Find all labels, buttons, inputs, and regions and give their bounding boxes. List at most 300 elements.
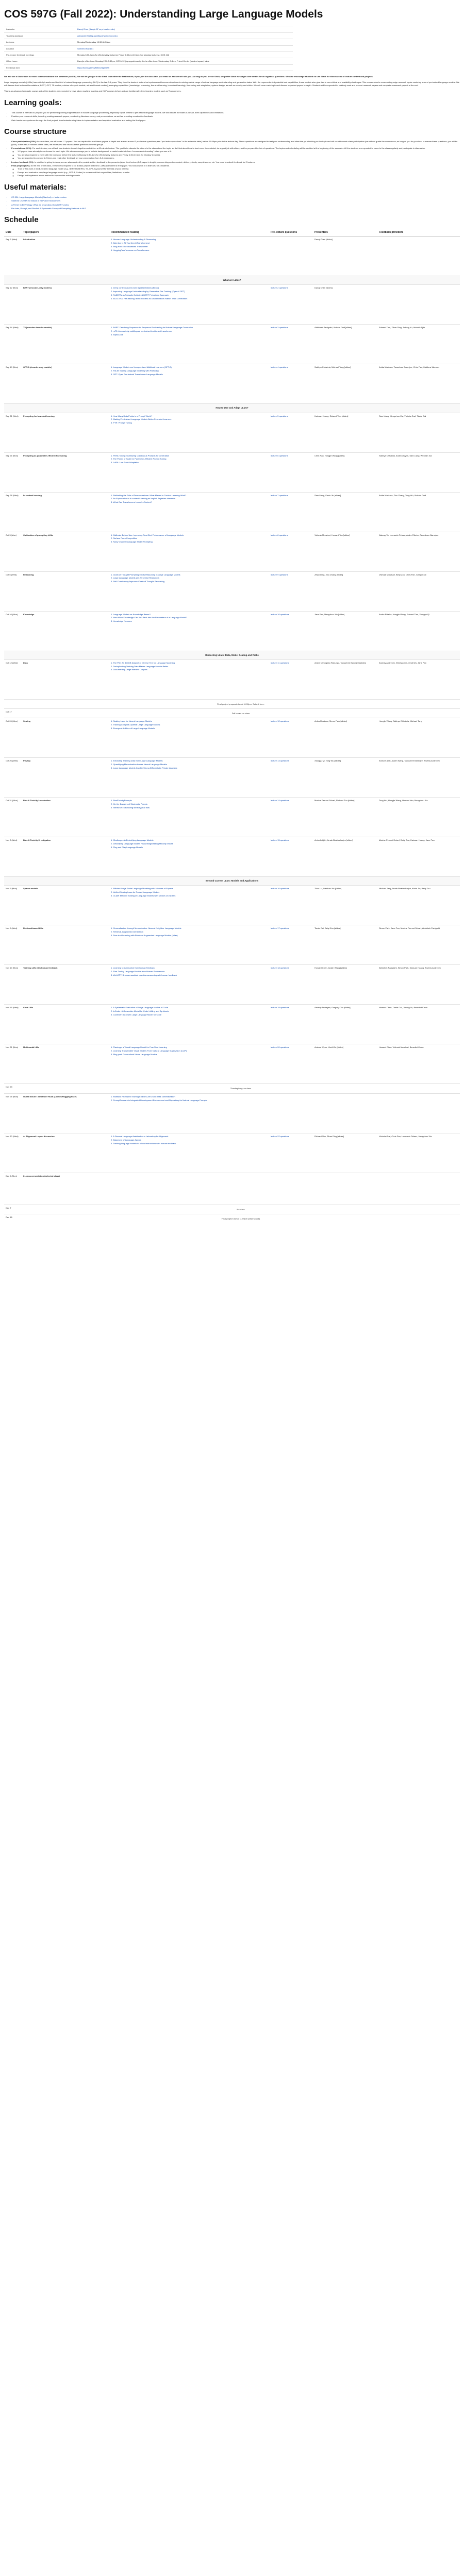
readings-cell <box>109 236 269 276</box>
topic-cell: Code LMs <box>22 1005 109 1044</box>
info-row <box>4 32 293 39</box>
sub-item: ◦ 1-2 papers have already been chosen for each topic. We also encourage you to include background, or useful materials from "recommended reading" when you see a fit. <box>18 150 460 152</box>
learning-goals-list <box>4 111 460 122</box>
feedback-cell: Edward Tian, Zihan Ding, Jiatong Yu, Anirudh Ajith <box>377 325 460 364</box>
readings-cell <box>109 413 269 452</box>
list-item: • This course is intended to prepare you for performing cutting-edge research in natural language processing, especially topics related to pre-trained language models. We will discuss the state-of-the-art, their capabilities and limitations. <box>11 111 460 114</box>
topic-cell: T5 (encoder-decoder models) <box>22 325 109 364</box>
reading-link[interactable]: 3. Training language models to follow instructions with human feedback <box>111 1142 176 1145</box>
feedback-cell: Simon Park, Jane Pan, Maxine Perroni-Scharf, Abhishek Panigrahi <box>377 925 460 965</box>
note-date: Dec 16 <box>4 1214 22 1224</box>
questions-link[interactable] <box>269 236 313 276</box>
reading-link[interactable]: 3. Plug and Play Language Models <box>111 846 143 849</box>
readings-cell <box>109 492 269 532</box>
readings-cell <box>109 364 269 404</box>
reading-link[interactable]: 2. An Explanation of In-context Learning as Implicit Bayesian Inference <box>111 497 176 500</box>
structure-label: Class participation (25%): <box>11 140 37 143</box>
topic-cell: Guest lecture: Alexander Rush (Cornell/Hugging Face) <box>22 1093 109 1133</box>
date-cell: Sep 26 (Mon) <box>4 452 22 492</box>
list-item <box>11 147 460 160</box>
topic-cell: AI Alignment + open discussion <box>22 1133 109 1173</box>
reading-link[interactable]: 2. Making Pre-trained Language Models Better Few-shot Learners <box>111 418 172 421</box>
table-row <box>4 1005 460 1044</box>
presenters-cell: Sam Liang, Kexin Jin [slides] <box>313 492 377 532</box>
topic-cell: Training LMs with human feedback <box>22 965 109 1005</box>
info-row <box>4 52 293 58</box>
questions-link[interactable]: lecture 13 questions <box>269 758 313 798</box>
info-value: Danqi's office hour: Monday 2:30-3:30pm, COS 412 (by appointment); Alex's office hour: Wednesday 3-4pm, Friend Center (student space) table <box>75 58 293 64</box>
note-text: No class <box>22 1205 460 1214</box>
presenters-cell: Sabhya Chhabria, Michael Tang [slides] <box>313 364 377 404</box>
sub-item: ◦ Design and implement a new method to improve the existing models. <box>18 174 460 177</box>
reading-link[interactable]: 1. Flamingo: a Visual Language Model for Few-Shot Learning <box>111 1046 167 1049</box>
presenters-cell: Richard Zhu, Zihan Ding [slides] <box>313 1133 377 1173</box>
readings-cell <box>109 532 269 571</box>
presenters-cell: Anirudh Ajith, Arnab Bhattacharjee [slides] <box>313 837 377 877</box>
table-row <box>4 1173 460 1205</box>
feedback-cell <box>377 285 460 325</box>
feedback-cell: Anika Maskara, Tanushree Banerjee, Chris Pan, Matthew Wiesner <box>377 364 460 404</box>
info-row <box>4 39 293 45</box>
reading-link[interactable]: 3. StereoSet: Measuring stereotypical bias <box>111 806 150 809</box>
feedback-cell <box>377 236 460 276</box>
sub-item: ◦ You are expected to present 1-2 times and read other feedback on your presentation from 3-4 classmates. <box>18 157 460 159</box>
readings-cell <box>109 1133 269 1173</box>
reading-link[interactable]: 2. Attention Is All You Need (Transformers) <box>111 242 150 245</box>
presenters-cell: Zhou Lu, Wenhan Xia [slides] <box>313 886 377 925</box>
sub-list <box>11 150 460 159</box>
reading-link[interactable]: 2. Quantifying Memorization Across Neural Language Models <box>111 763 167 766</box>
material-link[interactable]: • Stanford CS224N for basics of NLP and Transformers <box>11 199 460 202</box>
readings-cell <box>109 325 269 364</box>
reading-link[interactable]: 3. AlphaCode <box>111 333 124 336</box>
info-key: Location <box>4 45 75 52</box>
note-row <box>4 1214 460 1224</box>
column-header: Date <box>4 229 22 236</box>
presenters-cell: Zihan Ding, Zixu Zhang [slides] <box>313 571 377 611</box>
reading-link[interactable]: 3. Self-Consistency Improves Chain of Thought Reasoning <box>111 580 164 583</box>
useful-materials-heading: Useful materials: <box>4 182 67 192</box>
questions-link[interactable]: lecture 22 questions <box>269 1133 313 1173</box>
reading-link[interactable]: 2. PromptSource: An Integrated Development Environment and Repository for Natural Language Prompts <box>111 1098 207 1101</box>
date-cell: Nov 9 (Wed) <box>4 925 22 965</box>
readings-cell <box>109 659 269 699</box>
feedback-cell: Howard Chen, Vishvak Murahari, Benedict Kevin <box>377 1044 460 1084</box>
reading-link[interactable]: 3. CodeGen: An Open Large Language Model for Code <box>111 1013 162 1016</box>
column-header: Recommended reading <box>109 229 269 236</box>
reading-link[interactable]: 3. Large Language Models Can Be Strong Differentially Private Learners <box>111 767 177 770</box>
presenters-cell <box>313 1093 377 1133</box>
presenters-cell: Anika Maskara, Simon Park [slides] <box>313 718 377 758</box>
feedback-cell: Andre Ribeiro, Hongjie Wang, Edward Tian, Xiangyu Qi <box>377 611 460 651</box>
reading-link[interactable]: 1. Calibrate Before Use: Improving Few-Shot Performance of Language Models <box>111 533 184 536</box>
feedback-cell: Michael Tang, Arnab Bhattacharjee, Kexin Jin, Beiqi Zou <box>377 886 460 925</box>
note-text: Fall break: no class <box>22 709 460 718</box>
table-row <box>4 532 460 571</box>
date-cell: Sep 7 (Wed) <box>4 236 22 276</box>
feedback-cell: Vishvak Murahari, Beiqi Zou, Chris Pan, Xiangyu Qi <box>377 571 460 611</box>
table-row <box>4 285 460 325</box>
reading-link[interactable]: 3. RoBERTa: A Robustly Optimized BERT Pretraining Approach <box>111 294 169 297</box>
questions-link[interactable]: lecture 20 questions <box>269 1044 313 1084</box>
reading-link[interactable]: 3. PTR: Prompt Tuning <box>111 421 132 425</box>
material-link[interactable]: • A Primer in BERTology: What we know about how BERT works <box>11 204 460 206</box>
date-cell: Sep 21 (Wed) <box>4 413 22 452</box>
date-cell: Nov 2 (Wed) <box>4 837 22 877</box>
topic-cell: Reasoning <box>22 571 109 611</box>
questions-link[interactable]: lecture 19 questions <box>269 1005 313 1044</box>
reading-link[interactable]: 1. The Pile: An 800GB Dataset of Diverse Text for Language Modeling <box>111 661 175 664</box>
info-key: Teaching assistant <box>4 32 75 39</box>
readings-cell <box>109 1093 269 1133</box>
feedback-cell: Arseniy Andreyev, Wenhan Xia, Xindi Wu, Jane Pan <box>377 659 460 699</box>
intro-paragraph: This is an advanced graduate course and all the students are expected to have taken machine learning and NLP courses before and are familiar with deep learning models such as Transformers. <box>4 90 181 93</box>
section-title: How to Use and Adapt LLMs? <box>4 404 460 413</box>
reading-link[interactable]: 2. Detoxifying Language Models Risks Marginalizing Minority Voices <box>111 842 173 845</box>
table-row <box>4 925 460 965</box>
reading-link[interactable]: 2. On the Dangers of Stochastic Parrots <box>111 803 147 806</box>
presenters-cell: Arseniy Andreyev, Gregory Chu [slides] <box>313 1005 377 1044</box>
questions-link[interactable]: lecture 7 questions <box>269 492 313 532</box>
questions-link[interactable]: lecture 10 questions <box>269 611 313 651</box>
presenters-cell: Xiangyu Qi, Tong Wu [slides] <box>313 758 377 798</box>
reading-link[interactable]: 2. Fine-Tuning Language Models from Human Preferences <box>111 970 165 973</box>
reading-link[interactable]: 2. How Much Knowledge Can You Pack Into the Parameters of a Language Model? <box>111 616 187 619</box>
reading-link[interactable]: 1. Human Language Understanding & Reasoning <box>111 238 156 241</box>
sub-item: ◦ Prompt and evaluate a very large language model (e.g., GPT-3, Codex) to understand their capabilities, limitations, or risks. <box>18 171 460 174</box>
course-structure-heading: Course structure <box>4 127 67 137</box>
feedback-cell: Abhishek Panigrahi, Simon Park, Kaixuan Huang, Arseniy Andreyev <box>377 965 460 1005</box>
date-cell: Nov 21 (Mon) <box>4 1044 22 1084</box>
info-row <box>4 45 293 52</box>
column-header: Feedback providers <box>377 229 460 236</box>
info-key: Feedback form <box>4 64 75 71</box>
sub-item: ◦ You are also required to meet with the instructor before the lecture (Monday 3:30-4pm for Wednesday lectures and Friday 4:30-5:15pm for Monday lectures). <box>18 154 460 156</box>
material-link[interactable]: • CS 324: Large Language Models (Stanford) — lecture notes <box>11 196 460 198</box>
reading-link[interactable]: 2. Improving Language Understanding by Generative Pre-Training (OpenAI GPT) <box>111 290 185 293</box>
sub-list <box>11 167 460 177</box>
topic-cell: BERT (encoder-only models) <box>22 285 109 325</box>
questions-link[interactable]: lecture 5 questions <box>269 413 313 452</box>
date-cell: Sep 19 (Mon) <box>4 364 22 404</box>
table-row <box>4 1093 460 1133</box>
questions-link[interactable]: lecture 2 questions <box>269 285 313 325</box>
schedule-header-row <box>4 229 460 236</box>
table-row <box>4 659 460 699</box>
section-title: Beyond Current LLMs: Models and Applications <box>4 877 460 886</box>
reading-link[interactable]: 2. mT5: A massively multilingual pre-trained text-to-text transformer <box>111 330 172 333</box>
note-date <box>4 699 22 708</box>
questions-link[interactable]: lecture 3 questions <box>269 325 313 364</box>
feedback-cell: Maxine Perroni-Scharf, Beiqi Zou, Kaixuan Huang, Jane Pan <box>377 837 460 877</box>
reading-link[interactable]: 3. OPT: Open Pre-trained Transformer Language Models <box>111 373 163 376</box>
note-date: Oct 17 <box>4 709 22 718</box>
reading-link[interactable]: 1. Rethinking the Role of Demonstrations: What Makes In-Context Learning Work? <box>111 494 187 497</box>
column-header: Presenters <box>313 229 377 236</box>
questions-link[interactable]: lecture 17 questions <box>269 925 313 965</box>
reading-link[interactable]: 1. Learning to summarize from human feedback <box>111 967 155 970</box>
topic-cell: Prompting for few-shot learning <box>22 413 109 452</box>
info-row <box>4 58 293 64</box>
date-cell: Nov 28 (Mon) <box>4 1093 22 1133</box>
reading-link[interactable]: 1. A General Language Assistant as a Laboratory for Alignment <box>111 1134 169 1138</box>
info-value: Monday/Wednesday 10:30-11:50am <box>75 39 293 45</box>
readings-cell <box>109 285 269 325</box>
reading-link[interactable]: 2. Learning Transferable Visual Models From Natural Language Supervision (CLIP) <box>111 1049 187 1053</box>
note-date: Dec 7 <box>4 1205 22 1214</box>
column-header: Pre-lecture questions <box>269 229 313 236</box>
section-row <box>4 651 460 659</box>
reading-link[interactable]: 3. Noisy Channel Language Model Prompting <box>111 540 153 544</box>
list-item <box>11 140 460 146</box>
presenters-cell <box>313 1173 377 1205</box>
reading-link[interactable]: 3. What Can Transformers Learn In-Context? <box>111 501 153 504</box>
reading-link[interactable]: 3. Few-shot Learning with Retrieval Augmented Language Models (Atlas) <box>111 934 178 937</box>
date-cell: Nov 30 (Wed) <box>4 1133 22 1173</box>
table-row <box>4 452 460 492</box>
presenters-cell: Maxine Perroni-Scharf, Richard Zhu [slides] <box>313 798 377 837</box>
list-item: • Practice your research skills, including reading research papers, conducting literature survey, oral presentations, as well as providing constructive feedback. <box>11 115 460 117</box>
readings-cell <box>109 965 269 1005</box>
info-value[interactable]: Danqi Chen (danqic AT cs.princeton.edu) <box>75 26 293 32</box>
reading-link[interactable]: 2. The Power of Scale for Parameter-Efficient Prompt Tuning <box>111 457 167 461</box>
list-item: • Gain hands-on experience through the final project, from brainstorming ideas to implementation and empirical evaluation and writing the final paper. <box>11 119 460 122</box>
reading-link[interactable]: 1. RealToxicityPrompts <box>111 799 132 802</box>
section-row <box>4 877 460 886</box>
date-cell: Oct 26 (Wed) <box>4 758 22 798</box>
presenters-cell: Abhishek Panigrahi, Victoria Graf [slides] <box>313 325 377 364</box>
topic-cell: Bias & Toxicity I: evaluation <box>22 798 109 837</box>
questions-link[interactable]: lecture 8 questions <box>269 532 313 571</box>
questions-link[interactable]: lecture 4 questions <box>269 364 313 404</box>
date-cell: Oct 12 (Wed) <box>4 659 22 699</box>
reading-link[interactable]: 3. WebGPT: Browser-assisted question-answering with human feedback <box>111 974 177 977</box>
table-row <box>4 571 460 611</box>
readings-cell <box>109 1044 269 1084</box>
structure-label: Lecture feedback (5%): <box>11 160 34 163</box>
reading-link[interactable]: 3. Blog Post: The Illustrated Transformer <box>111 245 148 248</box>
note-text: Thanksgiving: no class <box>22 1084 460 1093</box>
presenters-cell: Kaixuan Huang, Edward Tian [slides] <box>313 413 377 452</box>
questions-link[interactable]: lecture 6 questions <box>269 452 313 492</box>
material-link[interactable]: • Pre-train, Prompt, and Predict: A Systematic Survey of Prompting Methods in NLP <box>11 207 460 210</box>
topic-cell: Retrieval-based LMs <box>22 925 109 965</box>
table-row <box>4 758 460 798</box>
note-row <box>4 1205 460 1214</box>
presenters-cell: Andre Niyongabo Rubungo, Tanushree Banerjee [slides] <box>313 659 377 699</box>
reading-link[interactable]: 2. InCoder: A Generative Model for Code Infilling and Synthesis <box>111 1010 169 1013</box>
presenters-cell: Jane Pan, Mengzhou Xia [slides] <box>313 611 377 651</box>
course-structure-list <box>4 140 460 177</box>
reading-link[interactable]: 2. Unified Scaling Laws for Routed Language Models <box>111 891 160 894</box>
date-cell: Oct 24 (Mon) <box>4 718 22 758</box>
info-value[interactable]: Sherrerd Hall 101 <box>75 45 293 52</box>
reading-link[interactable]: 3. LoRA: Low-Rank Adaptation <box>111 461 139 464</box>
info-key: Instructor <box>4 26 75 32</box>
intro-paragraph: We will use a Slack team for most communications this semester (no Ed!). We will let you get in the Slack team after the first lecture; If you join the class late, just email us and we will add you. As long as you are on Slack, we prefer Slack messages over emails for all logistical questions. We also encourage students to use Slack for discussions of lecture content and projects. <box>4 75 374 78</box>
presenters-cell: Andrea Wynn, Xindi Wu [slides] <box>313 1044 377 1084</box>
readings-cell <box>109 798 269 837</box>
course-info-table <box>4 26 293 71</box>
info-row <box>4 26 293 32</box>
topic-cell: Data <box>22 659 109 699</box>
reading-link[interactable]: 3. Blog post: Generalized Visual Language Models <box>111 1053 157 1056</box>
readings-cell <box>109 452 269 492</box>
reading-link[interactable]: 1. Language Models are Unsupervised Multitask Learners (GPT-2) <box>111 366 172 369</box>
info-key: Office hours <box>4 58 75 64</box>
info-key: Lectures <box>4 39 75 45</box>
info-row <box>4 64 293 71</box>
useful-materials-list <box>4 196 460 210</box>
section-title: What are LLMs? <box>4 276 460 285</box>
topic-cell: In-context learning <box>22 492 109 532</box>
reading-link[interactable]: 1. Extracting Training Data from Large Language Models <box>111 759 163 762</box>
feedback-cell: Sam Liang, Mengzhou Xia, Victoria Graf, Tianle Cai <box>377 413 460 452</box>
topic-cell: Prompting as parameter-efficient fine-tuning <box>22 452 109 492</box>
date-cell: Oct 3 (Mon) <box>4 532 22 571</box>
readings-cell <box>109 718 269 758</box>
topic-cell: Calibration of prompting LLMs <box>22 532 109 571</box>
date-cell: Dec 5 (Mon) <box>4 1173 22 1205</box>
reading-link[interactable]: 2. Retrieval-Augmented Generation <box>111 930 143 934</box>
topic-cell: Scaling <box>22 718 109 758</box>
questions-link[interactable]: lecture 15 questions <box>269 837 313 877</box>
questions-link[interactable]: lecture 14 questions <box>269 798 313 837</box>
reading-link[interactable]: 1. Prefix-Tuning: Optimizing Continuous Prompts for Generation <box>111 454 170 457</box>
feedback-cell <box>377 1093 460 1133</box>
table-row <box>4 413 460 452</box>
reading-link[interactable]: 3. Documenting Large Webtext Corpora <box>111 668 147 671</box>
reading-link[interactable]: 1. A Systematic Evaluation of Large Language Models of Code <box>111 1006 168 1009</box>
reading-link[interactable]: 4. HuggingFace's course on Transformers <box>111 249 150 252</box>
reading-link[interactable]: 4. ELECTRA: Pre-training Text Encoders as Discriminators Rather Than Generators <box>111 297 188 300</box>
questions-link[interactable]: lecture 16 questions <box>269 886 313 925</box>
readings-cell <box>109 925 269 965</box>
section-row <box>4 276 460 285</box>
questions-link[interactable]: lecture 9 questions <box>269 571 313 611</box>
table-row <box>4 236 460 276</box>
reading-link[interactable]: 2. Alignment of Language Agents <box>111 1138 141 1141</box>
learning-goals-heading: Learning goals: <box>4 98 62 107</box>
reading-link[interactable]: 1. Deep contextualized word representations (ELMo) <box>111 286 159 290</box>
structure-text: At the end of the class, everyone is required to do a class project related to LLMs and submit a final paper. You should work in a team of 2 or 3 students. <box>30 164 170 167</box>
table-row <box>4 1133 460 1173</box>
reading-link[interactable]: 1. Challenges in Detoxifying Language Models <box>111 839 154 842</box>
readings-cell <box>109 758 269 798</box>
reading-link[interactable]: 2. Surface Form Competition <box>111 537 138 540</box>
date-cell: Sep 12 (Mon) <box>4 285 22 325</box>
feedback-cell <box>377 1173 460 1205</box>
reading-link[interactable]: 2. Training Compute-Optimal Large Language Models <box>111 723 160 726</box>
reading-link[interactable]: 1. Efficient Large Scale Language Modeling with Mixtures of Experts <box>111 887 173 890</box>
topic-cell: GPT-3 (decoder-only models) <box>22 364 109 404</box>
presenters-cell: Vishvak Murahari, Howard Yen [slides] <box>313 532 377 571</box>
date-cell: Sep 14 (Wed) <box>4 325 22 364</box>
feedback-form-link[interactable]: https://forms.gle/ctvM9ee2ikpirUX9 <box>75 64 293 71</box>
readings-cell <box>109 1005 269 1044</box>
topic-cell: Knowledge <box>22 611 109 651</box>
feedback-cell: Anika Maskara, Zixu Zhang, Tong Wu, Victoria Graf <box>377 492 460 532</box>
readings-cell <box>109 1173 269 1205</box>
structure-label: Presentations (30%): <box>11 147 32 150</box>
questions-link[interactable]: lecture 18 questions <box>269 965 313 1005</box>
questions-link[interactable]: lecture 11 questions <box>269 659 313 699</box>
reading-link[interactable]: 1. Language Models as Knowledge Bases? <box>111 613 151 616</box>
table-row <box>4 965 460 1005</box>
date-cell: Nov 14 (Mon) <box>4 965 22 1005</box>
feedback-cell: Tong Wu, Hongjie Wang, Howard Yen, Mengzhou Xia <box>377 798 460 837</box>
readings-cell <box>109 886 269 925</box>
presenters-cell: Danqi Chen [slides] <box>313 236 377 276</box>
feedback-cell: Anirudh Ajith, Austin Wang, Tanushree Banerjee, Arseniy Andreyev <box>377 758 460 798</box>
questions-link[interactable]: lecture 12 questions <box>269 718 313 758</box>
reading-link[interactable]: 1. BART: Denoising Sequence-to-Sequence Pre-training for Natural Language Generation <box>111 326 193 329</box>
feedback-cell: Sabhya Chhabria, Andrea Wynn, Sam Liang, Wenhan Xia <box>377 452 460 492</box>
questions-link[interactable] <box>269 1093 313 1133</box>
list-item <box>11 161 460 163</box>
topic-cell: Sparse models <box>22 886 109 925</box>
table-row <box>4 837 460 877</box>
feedback-cell: Hongjie Wang, Sabhya Chhabria, Michael Tang <box>377 718 460 758</box>
date-cell: Oct 5 (Wed) <box>4 571 22 611</box>
list-item <box>11 164 460 177</box>
table-row <box>4 718 460 758</box>
column-header: Topic/papers <box>22 229 109 236</box>
schedule-heading: Schedule <box>4 215 39 225</box>
topic-cell: Multimodal LMs <box>22 1044 109 1084</box>
reading-link[interactable]: 2. Large Language Models are Zero-Shot Reasoners <box>111 577 159 580</box>
topic-cell: In-class presentation (selected class) <box>22 1173 109 1205</box>
reading-link[interactable]: 3. Emergent Abilities of Large Language Models <box>111 727 155 730</box>
reading-link[interactable]: 1. Generalization through Memorization: Nearest Neighbor Language Models <box>111 927 181 930</box>
date-cell: Nov 16 (Wed) <box>4 1005 22 1044</box>
sub-item: ◦ Train or fine-tune a medium-sized language model (e.g., BERT/RoBERTa, T5, GPT-2) yourself for the task of your interest. <box>18 167 460 170</box>
questions-link[interactable] <box>269 1173 313 1205</box>
reading-link[interactable]: 2. Deduplicating Training Data Makes Language Models Better <box>111 665 169 668</box>
note-text: Final project proposal due at 11:59pm. Submit here. <box>22 699 460 708</box>
feedback-cell: Jiatong Yu, Leonardo Pelaez, Andre Ribeiro, Tanushree Banerjee <box>377 532 460 571</box>
reading-link[interactable]: 3. Knowledge Neurons <box>111 620 132 623</box>
readings-cell <box>109 837 269 877</box>
presenters-cell: Tianle Cai, Beiqi Zou [slides] <box>313 925 377 965</box>
note-row <box>4 699 460 708</box>
reading-link[interactable]: 1. Multitask Prompted Training Enables Zero-Shot Task Generalization <box>111 1095 175 1098</box>
reading-link[interactable]: 1. Chain of Thought Prompting Elicits Reasoning in Large Language Models <box>111 573 180 576</box>
presenters-cell: Chris Pan, Hongjie Wang [slides] <box>313 452 377 492</box>
reading-link[interactable]: 1. Scaling Laws for Neural Language Models <box>111 720 152 723</box>
intro-paragraph: Large language models (LLMs) have utterly transformed the field of natural language processing (NLP) in the last 3-4 years. They form the basis of state-of-art systems and become ubiquitous in solving a wide range of natural language understanding and generation tasks. With the unprecedented potential and capabilities, these models also give rise to new ethical and scalability challenges. This course aims to cover cutting-edge research topics centering around pre-trained language models. We will discuss their technical foundations (BERT, GPT, T5 models, mixture-of-expert models, retrieval-based models), emerging capabilities (knowledge, reasoning, few-shot learning, in-context learning), fine-tuning and adaptation, system design, as well as security and ethics. We will cover each topic and discuss important papers in depth. Students will be expected to routinely read and present research papers and complete a research project at the end. <box>4 81 459 87</box>
table-row <box>4 798 460 837</box>
note-text: Final project due at 11:59pm (dean's date) <box>22 1214 460 1224</box>
readings-cell <box>109 611 269 651</box>
reading-link[interactable]: 3. GLaM: Efficient Scaling of Language Models with Mixture-of-Experts <box>111 894 176 897</box>
note-row <box>4 709 460 718</box>
date-cell: Sep 28 (Wed) <box>4 492 22 532</box>
info-value[interactable]: Alexander Wettig (awettig AT princeton.edu) <box>75 32 293 39</box>
presenters-cell: Danqi Chen [slides] <box>313 285 377 325</box>
schedule-table <box>4 229 460 1224</box>
reading-link[interactable]: 2. PaLM: Scaling Language Modeling with Pathways <box>111 369 159 372</box>
topic-cell: Bias & Toxicity II: mitigation <box>22 837 109 877</box>
table-row <box>4 611 460 651</box>
topic-cell: Privacy <box>22 758 109 798</box>
readings-cell <box>109 571 269 611</box>
topic-cell: Introduction <box>22 236 109 276</box>
structure-text: For each lecture, we will ask two students to work together and deliver a 60-minute lecture. The goal is to educate the others in the class about the topic, so do think about how to best cover the material, do a good job with slides, and be prepared for lots of questions. The topics and scheduling will be decided at the beginning of the semester. All the students are expected to come to the class regularly and participate in discussion. <box>32 147 425 150</box>
reading-link[interactable]: 1. How Many Data Points is a Prompt Worth? <box>111 414 153 417</box>
feedback-cell: Howard Chen, Tianle Cai, Jiatong Yu, Benedict Kevin <box>377 1005 460 1044</box>
table-row <box>4 1044 460 1084</box>
